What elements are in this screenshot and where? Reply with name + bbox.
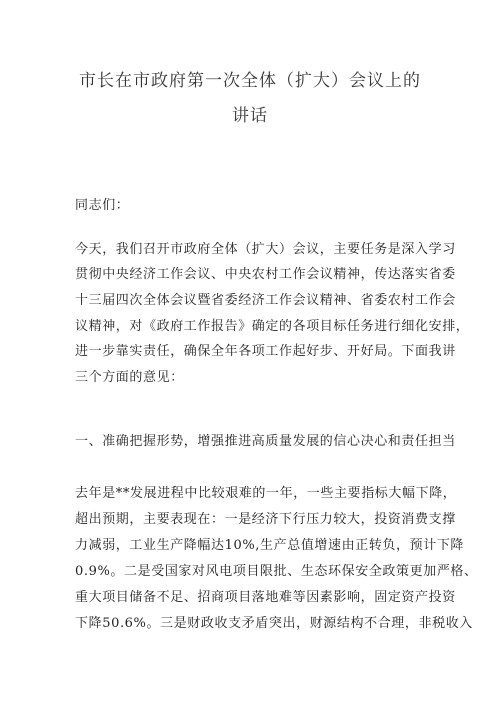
paragraph-1-line-4: 议精神，对《政府工作报告》确定的各项目标任务进行细化安排， [75,319,470,334]
paragraph-1-line-3: 十三届四次全体会议暨省委经济工作会议精神、省委农村工作会 [75,293,456,308]
paragraph-1-line-1: 今天，我们召开市政府全体（扩大）会议，主要任务是深入学习 [75,242,456,257]
paragraph-2-line-4: 0.9%。二是受国家对风电项目限批、生态环保安全政策更加严格、 [75,564,478,579]
document-title-line-2: 讲话 [232,106,268,126]
paragraph-1-line-2: 贯彻中央经济工作会议、中央农村工作会议精神，传达落实省委 [75,267,456,282]
paragraph-2-line-2: 超出预期，主要表现在：一是经济下行压力较大，投资消费支撑 [75,512,456,527]
paragraph-2-line-6: 下降50.6%。三是财政收支矛盾突出，财源结构不合理，非税收入 [75,616,473,631]
section-1-heading: 一、准确把握形势，增强推进高质量发展的信心决心和责任担当 [75,434,456,449]
paragraph-1-line-6: 三个方面的意见： [75,370,184,385]
salutation: 同志们： [75,198,130,213]
paragraph-2-line-3: 力减弱，工业生产降幅达10%,生产总值增速由正转负，预计下降 [75,538,465,553]
paragraph-2-line-5: 重大项目储备不足、招商项目落地难等因素影响，固定资产投资 [75,590,456,605]
document-title-line-1: 市长在市政府第一次全体（扩大）会议上的 [79,71,421,91]
paragraph-1-line-5: 进一步靠实责任，确保全年各项工作起好步、开好局。下面我讲 [75,344,456,359]
paragraph-2-line-1: 去年是**发展进程中比较艰难的一年，一些主要指标大幅下降， [75,486,457,501]
